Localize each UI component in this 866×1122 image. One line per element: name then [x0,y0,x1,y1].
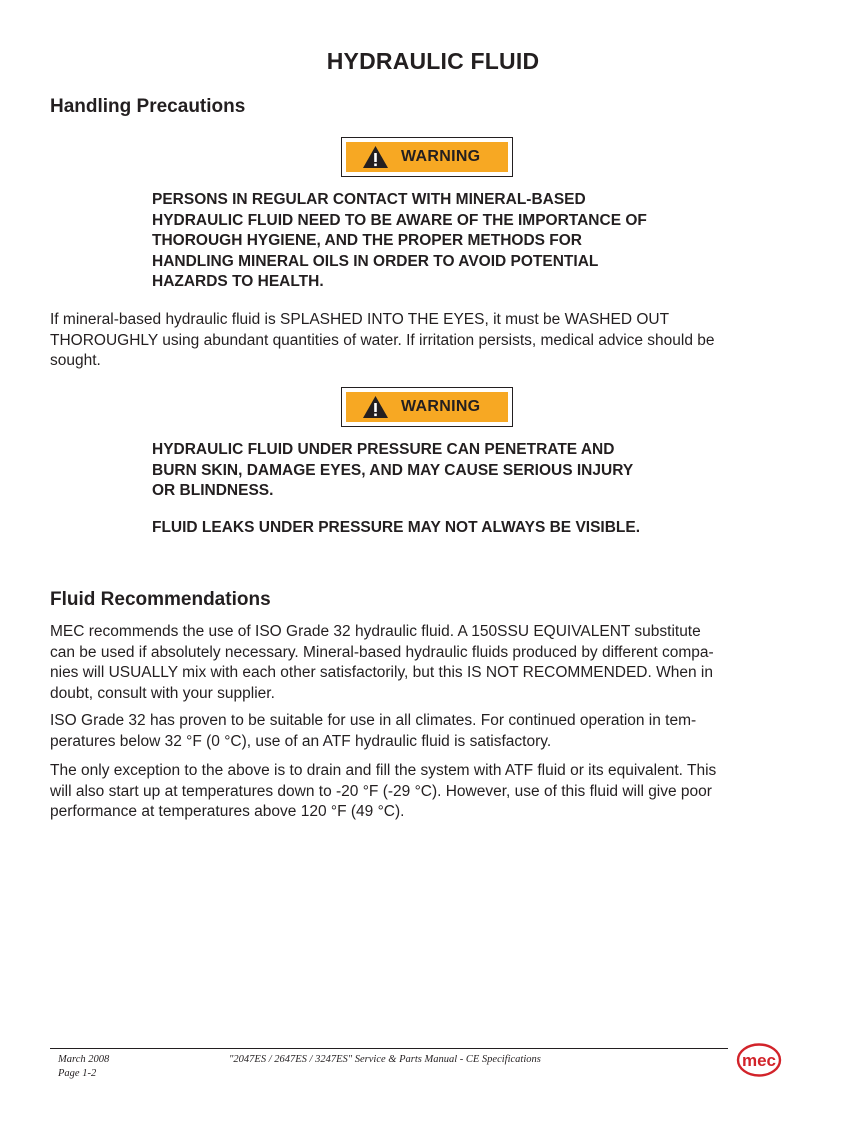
warning-banner-1 [341,137,513,177]
warning-banner-2 [341,387,513,427]
text-line: HANDLING MINERAL OILS IN ORDER TO AVOID POTENTIAL [152,252,599,270]
handling-precautions-heading: Handling Precautions [50,96,246,117]
warning-text-leaks: FLUID LEAKS UNDER PRESSURE MAY NOT ALWAYS BE VISIBLE. [152,519,641,536]
footer-page-number: Page 1-2 [58,1068,97,1079]
text-line: ISO Grade 32 has proven to be suitable for use in all climates. For continued operation in tem- [50,712,697,729]
text-line: THOROUGHLY using abundant quantities of water. If irritation persists, medical advice should be [50,331,715,349]
text-line: can be used if absolutely necessary. Mineral-based hydraulic fluids produced by different compa- [50,643,714,661]
text-line: HYDRAULIC FLUID NEED TO BE AWARE OF THE IMPORTANCE OF [152,211,647,229]
footer-date: March 2008 [58,1054,110,1065]
text-line: HYDRAULIC FLUID UNDER PRESSURE CAN PENETRATE AND [152,441,615,458]
warning-label: WARNING [401,398,481,415]
text-line: sought. [50,352,101,369]
warning-text-pressure [152,440,712,502]
eyes-paragraph [50,310,780,372]
footer-manual-title: "2047ES / 2647ES / 3247ES" Service & Parts Manual - CE Specifications [229,1054,541,1065]
page-title: HYDRAULIC FLUID [326,48,540,74]
text-line: nies will USUALLY mix with each other satisfactorily, but this IS NOT RECOMMENDED. When in [50,664,713,681]
text-line: MEC recommends the use of ISO Grade 32 hydraulic fluid. A 150SSU EQUIVALENT substitute [50,623,701,640]
recommendation-paragraph-2 [50,711,780,752]
text-line: doubt, consult with your supplier. [50,684,275,702]
fluid-recommendations-heading: Fluid Recommendations [50,589,271,610]
text-line: will also start up at temperatures down to -20 °F (-29 °C). However, use of this fluid will give poor [50,782,712,800]
text-line: THOROUGH HYGIENE, AND THE PROPER METHODS FOR [152,232,583,249]
logo-text: mec [741,1051,777,1070]
recommendation-paragraph-3 [50,761,780,823]
text-line: The only exception to the above is to drain and fill the system with ATF fluid or its equivalent. This [50,762,717,779]
warning-triangle-icon [362,145,389,169]
text-line: peratures below 32 °F (0 °C), use of an ATF hydraulic fluid is satisfactory. [50,732,552,750]
warning-triangle-icon [362,395,389,419]
warning-label: WARNING [401,148,481,165]
text-line: PERSONS IN REGULAR CONTACT WITH MINERAL-BASED [152,191,586,208]
text-line: HAZARDS TO HEALTH. [152,273,324,290]
text-line: If mineral-based hydraulic fluid is SPLASHED INTO THE EYES, it must be WASHED OUT [50,311,670,328]
text-line: performance at temperatures above 120 °F (49 °C). [50,803,405,820]
warning-text-hygiene [152,190,712,293]
recommendation-paragraph-1 [50,622,780,704]
text-line: BURN SKIN, DAMAGE EYES, AND MAY CAUSE SERIOUS INJURY [152,461,634,479]
mec-logo [736,1042,782,1078]
footer-divider [50,1048,728,1049]
text-line: OR BLINDNESS. [152,482,274,499]
